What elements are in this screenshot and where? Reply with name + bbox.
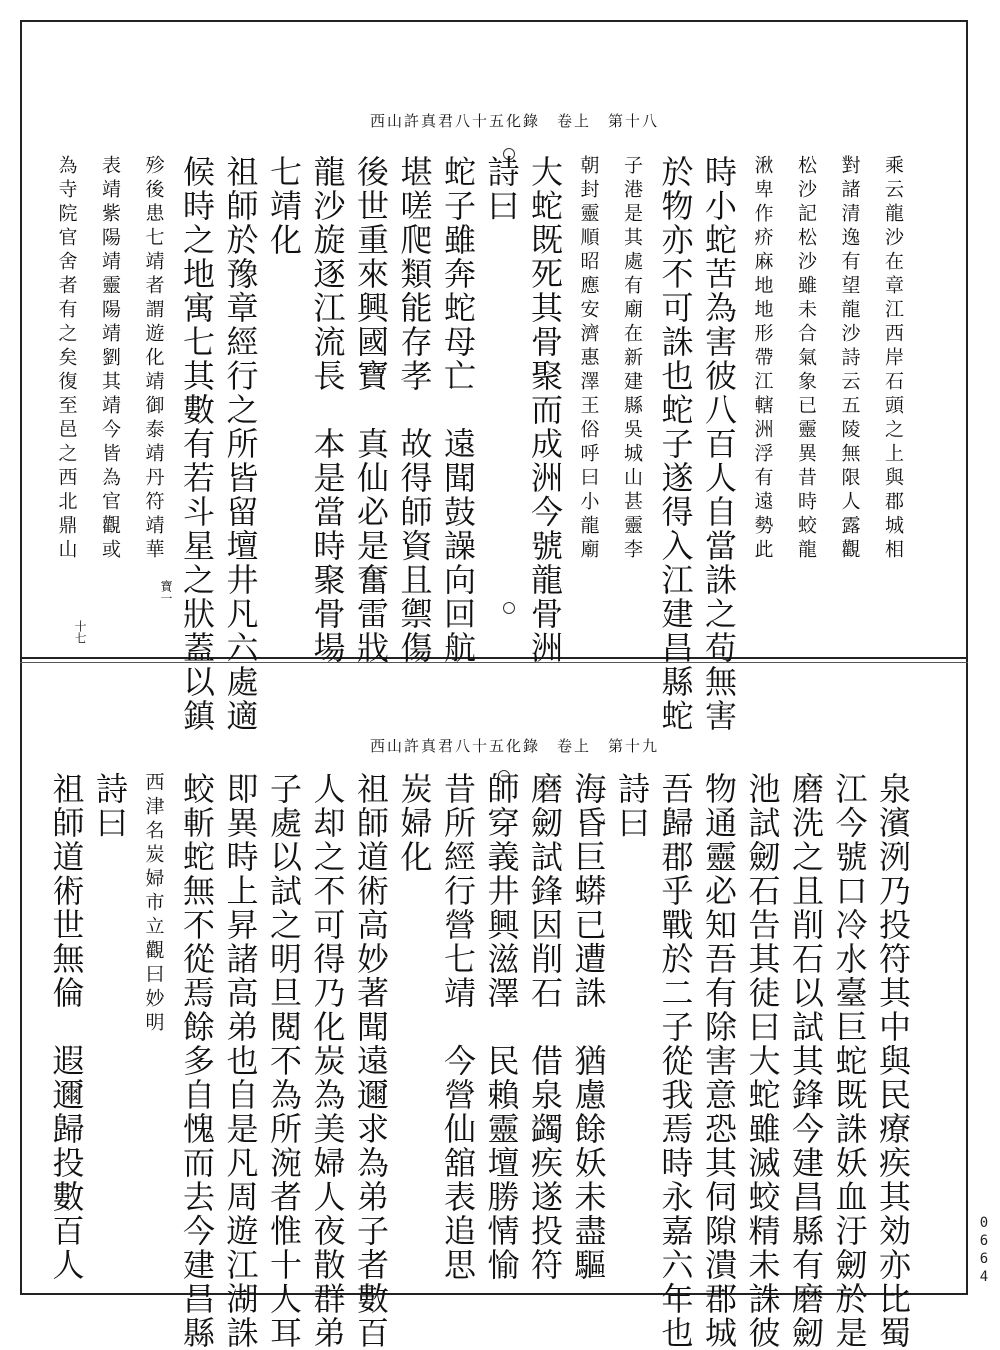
text-column: 師穿義井興滋澤 民賴靈壇勝情愉 [482, 772, 521, 1282]
text-column: 大蛇既死其骨聚而成洲今號龍骨洲 [526, 155, 564, 665]
text-column: 磨劒試鋒因削石 借泉蠲疾遂投符 [526, 772, 564, 1282]
text-column: 炭婦化 [395, 772, 434, 874]
text-column: 池試劒石告其徒曰大蛇雖滅蛟精未誅彼 [743, 772, 782, 1350]
top-foot-right: 十七 [73, 620, 87, 644]
text-column: 候時之地寓七其數有若斗星之狀蓋以鎮 [178, 155, 216, 733]
top-running-header: 西山許真君八十五化錄 卷上 第十八 [370, 112, 660, 130]
text-column: 為寺院官舍者有之矣復至邑之西北鼎山 [55, 155, 78, 563]
text-column: 昔所經行營七靖 今營仙舘表追思 [439, 772, 477, 1282]
text-column: 朝封靈順昭應安濟惠澤王俗呼曰小龍廟 [577, 155, 600, 563]
panel-divider-inner [20, 662, 968, 663]
text-column: 後世重來興國寶 真仙必是奮雷戕 [352, 155, 390, 665]
text-column: 松沙記松沙雖未合氣象已靈異昔時蛟龍 [795, 155, 817, 563]
text-column: 江今號口冷水臺巨蛇既誅妖血汙劒於是 [830, 772, 869, 1350]
bottom-running-header: 西山許真君八十五化錄 卷上 第十九 [370, 737, 660, 755]
text-column: 子港是其處有廟在新建縣吳城山甚靈李 [621, 155, 643, 563]
text-column: 海昏巨蟒已遭誅 猶慮餘妖未盡驅 [569, 772, 608, 1282]
text-column: 堪嗟爬類能存孝 故得師資且禦傷 [395, 155, 434, 665]
text-column: 詩曰 [482, 155, 521, 223]
text-column: 祖師道術高妙著聞遠邇求為弟子者數百 [352, 772, 390, 1350]
text-column: 對諸清逸有望龍沙詩云五陵無限人露觀 [838, 155, 861, 563]
text-column: 祖師於豫章經行之所皆留壇井凡六處適 [221, 155, 260, 733]
top-foot-left: 寶一 [159, 580, 173, 604]
text-column: 吾歸郡乎戰於二子從我焉時永嘉六年也 [656, 772, 695, 1350]
text-column: 表靖紫陽靖靈陽靖劉其靖今皆為官觀或 [99, 155, 121, 563]
bottom-text-panel [40, 772, 940, 1350]
text-column: 時小蛇苦為害彼八百人自當誅之苟無害 [700, 155, 738, 733]
text-column: 殄後患七靖者謂遊化靖御泰靖丹符靖華 [142, 155, 165, 563]
page-number: 0664 [976, 1215, 992, 1287]
text-column: 湫卑作疥麻地地形帶江轄洲浮有遠勢此 [751, 155, 774, 563]
text-column: 即異時上昇諸高弟也自是凡周遊江湖誅 [221, 772, 260, 1350]
text-column: 七靖化 [265, 155, 303, 257]
text-column: 於物亦不可誅也蛇子遂得入江建昌縣蛇 [656, 155, 695, 733]
text-column: 泉濱洌乃投符其中與民療疾其効亦比蜀 [874, 772, 912, 1350]
text-column: 詩曰 [613, 772, 651, 840]
text-column: 磨洗之且削石以試其鋒今建昌縣有磨劒 [787, 772, 825, 1350]
text-column: 祖師道術世無倫 遐邇歸投數百人 [47, 772, 86, 1282]
text-column: 龍沙旋逐江流長 本是當時聚骨場 [308, 155, 347, 665]
text-column: 子處以試之明旦閱不為所涴者惟十人耳 [265, 772, 303, 1350]
text-column: 詩曰 [91, 772, 129, 840]
text-column: 乘云龍沙在章江西岸石頭之上與郡城相 [882, 155, 904, 563]
text-column: 物通靈必知吾有除害意恐其伺隙潰郡城 [700, 772, 738, 1350]
text-column: 蛟斬蛇無不從焉餘多自愧而去今建昌縣 [178, 772, 216, 1350]
panel-divider [20, 657, 968, 659]
top-text-panel [40, 155, 940, 733]
text-column: 人却之不可得乃化炭為美婦人夜散群弟 [308, 772, 347, 1350]
text-column: 蛇子雖奔蛇母亡 遠聞鼓譟向回航 [439, 155, 477, 665]
text-column: 西津名炭婦市立觀曰妙明 [142, 772, 165, 1036]
